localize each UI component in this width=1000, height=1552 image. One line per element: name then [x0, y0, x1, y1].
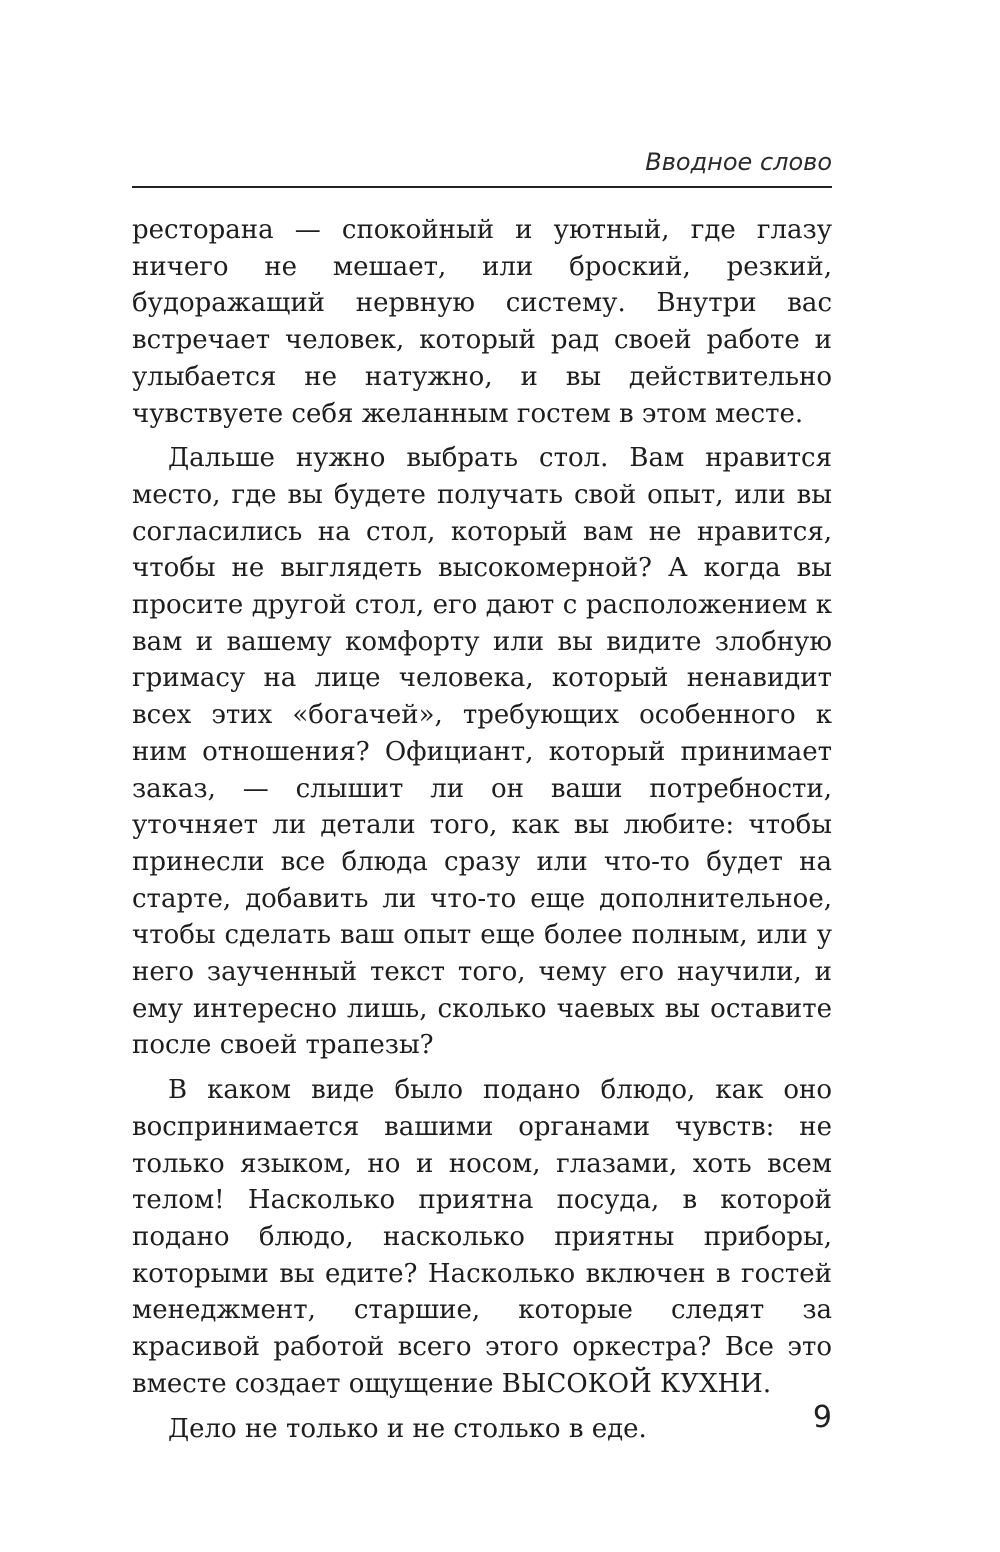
paragraph-2: Дальше нужно выбрать стол. Вам нравится место, где вы будете получать свой опыт, или вы согласились на стол, который вам не нравится, чтобы не выглядеть высокомерной? А когда вы просите другой стол, его дают с расположением к вам и вашему комфорту или вы видите злобную гримасу на лице человека, который ненавидит всех этих «богачей», требующих особенного к ним отношения? Официант, который принимает заказ, — слышит ли он ваши потребности, уточняет ли детали того, как вы любите: чтобы принесли все блюда сразу или что-то будет на старте, добавить ли что-то еще дополнительное, чтобы сделать ваш опыт еще более полным, или у него заученный текст того, чему его научили, и ему интересно лишь, сколько чаевых вы оставите после своей трапезы?: [132, 443, 832, 1061]
paragraph-1: ресторана — спокойный и уютный, где глазу ничего не мешает, или броский, резкий, будоражащий нервную систему. Внутри вас встречает человек, который рад своей работе и улыбается не натужно, и вы действительно чувствуете себя желанным гостем в этом месте.: [132, 215, 832, 429]
page-number: 9: [812, 1400, 832, 1435]
page-body: [132, 212, 832, 1455]
paragraph-4: Дело не только и не столько в еде.: [168, 1413, 647, 1444]
header-rule: [132, 186, 832, 188]
running-title: Вводное слово: [645, 148, 832, 176]
paragraph-3: В каком виде было подано блюдо, как оно воспринимается вашими органами чувств: не только языком, но и носом, глазами, хоть всем телом! Насколько приятна посуда, в которой подано блюдо, насколько приятны приборы, которыми вы едите? Насколько включен в гостей менеджмент, старшие, которые следят за красивой работой всего этого оркестра? Все это вместе создает ощущение ВЫСОКОЙ КУХНИ.: [132, 1075, 832, 1399]
